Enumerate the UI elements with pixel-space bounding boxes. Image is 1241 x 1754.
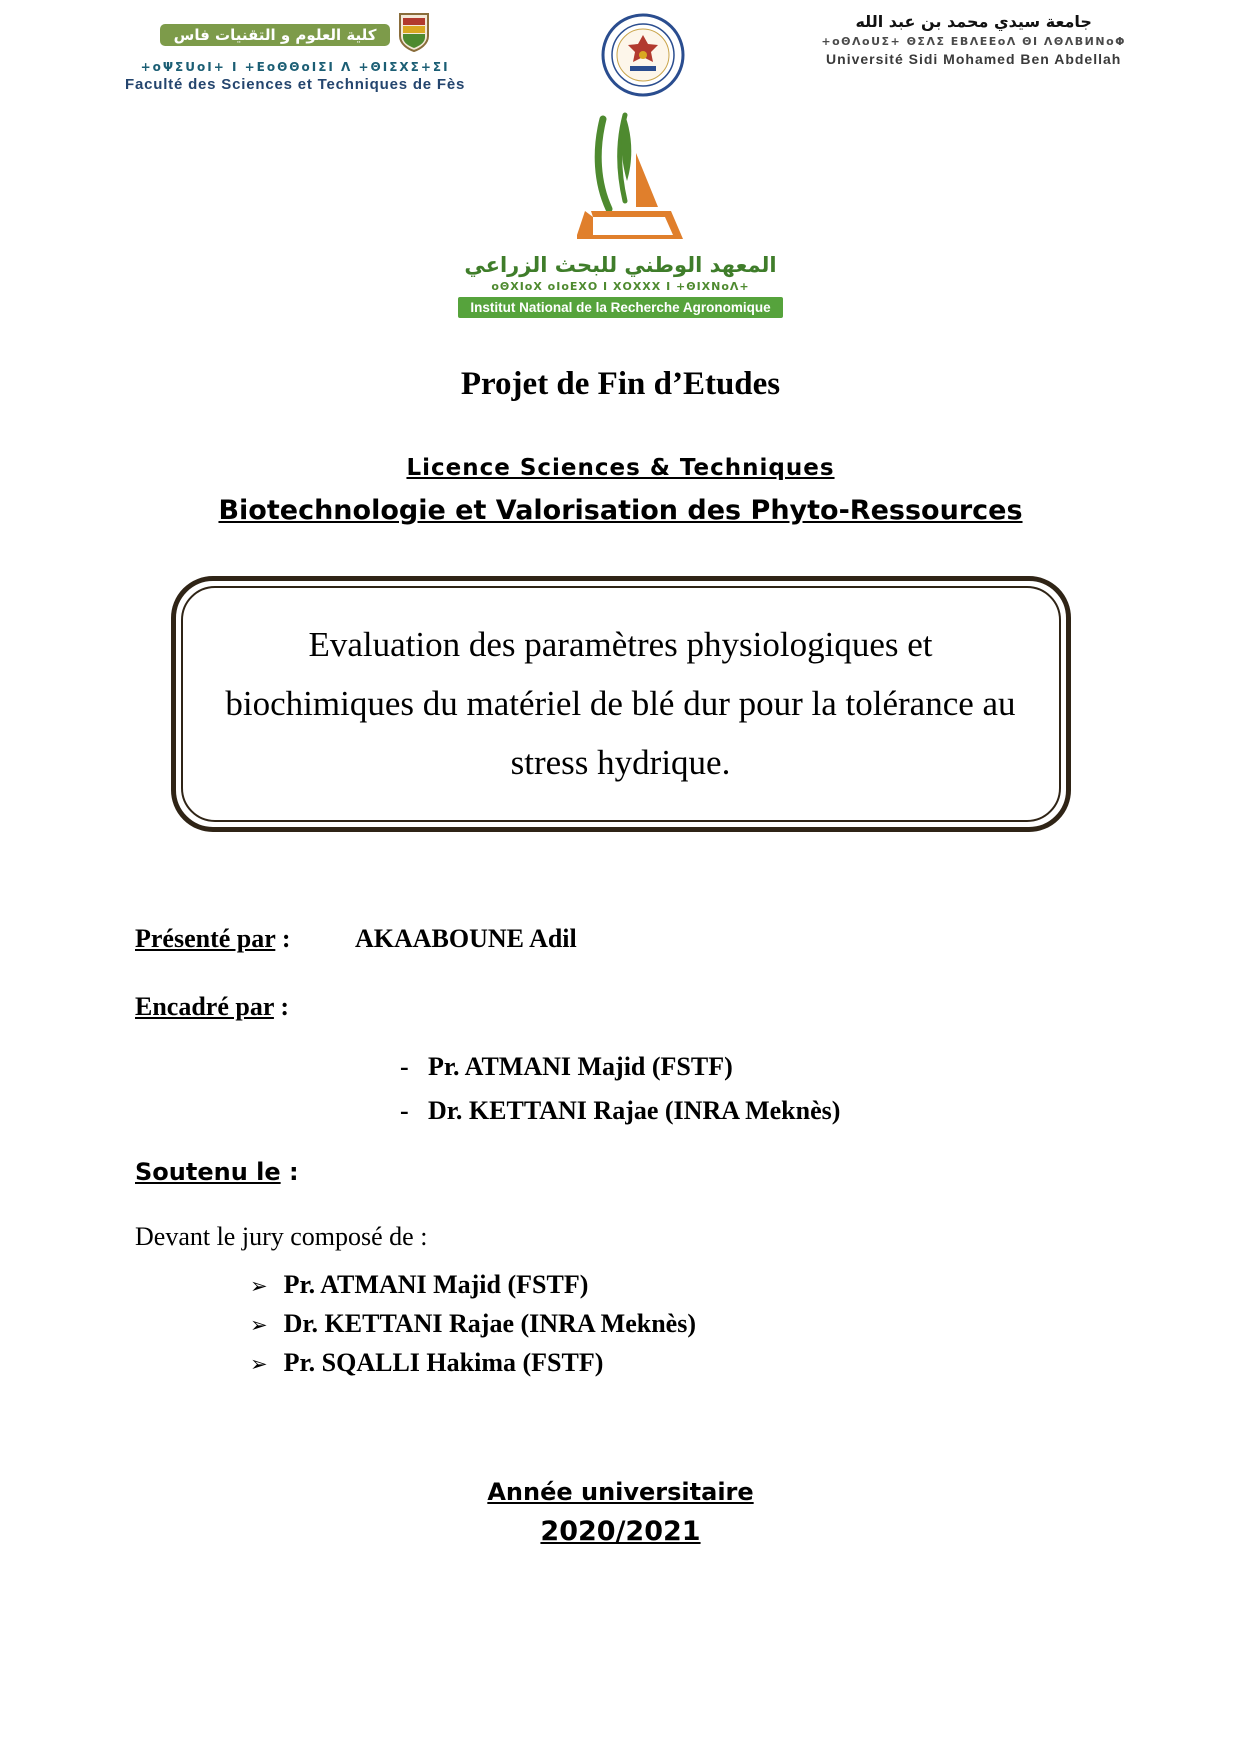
supervisor-name: Pr. ATMANI Majid (FSTF)	[428, 1052, 733, 1082]
fst-name: Faculté des Sciences et Techniques de Fès	[125, 76, 466, 93]
inra-arabic-title: المعهد الوطني للبحث الزراعي	[464, 253, 777, 277]
thesis-title: Evaluation des paramètres physiologiques et biochimiques du matériel de blé dur pour la tolérance au stress hydrique.	[225, 625, 1016, 782]
header	[0, 0, 1241, 103]
defended-on-label: Soutenu le	[135, 1158, 281, 1187]
program-title: Licence Sciences & Techniques	[406, 455, 835, 481]
presented-by-line	[135, 924, 1241, 954]
fst-crest-icon	[398, 12, 430, 57]
defended-on-colon: :	[289, 1158, 299, 1187]
jury-member-name: Pr. ATMANI Majid (FSTF)	[283, 1270, 589, 1300]
inra-name-banner: Institut National de la Recherche Agronomique	[458, 297, 782, 318]
jury-item	[250, 1348, 1241, 1378]
jury-member-name: Dr. KETTANI Rajae (INRA Meknès)	[283, 1309, 696, 1339]
dash-bullet: -	[400, 1096, 409, 1126]
usmba-arabic-title: جامعة سيدي محمد بن عبد الله	[855, 12, 1092, 31]
jury-item	[250, 1309, 1241, 1339]
inra-logo-icon	[0, 111, 1241, 251]
fst-logo-top	[125, 12, 465, 57]
thesis-title-box	[171, 576, 1071, 832]
arrow-bullet-icon: ➢	[250, 1352, 268, 1377]
jury-intro: Devant le jury composé de :	[135, 1222, 428, 1252]
jury-item	[250, 1270, 1241, 1300]
fst-logo-block	[125, 12, 465, 93]
fst-tifinagh-line: +oΨΣUoI+ I +ΕoΘΘoIΣI Λ +ΘΙΣΧΣ+ΣI	[140, 60, 450, 74]
supervisor-item	[400, 1052, 1241, 1082]
dash-bullet: -	[400, 1052, 409, 1082]
arrow-bullet-icon: ➢	[250, 1313, 268, 1338]
academic-year-block	[0, 1478, 1241, 1547]
supervised-by-colon: :	[280, 992, 290, 1022]
jury-list	[250, 1270, 1241, 1378]
author-name: AKAABOUNE Adil	[354, 924, 577, 954]
jury-member-name: Pr. SQALLI Hakima (FSTF)	[283, 1348, 604, 1378]
document-kind-title: Projet de Fin d’Etudes	[460, 366, 781, 402]
academic-year-label: Année universitaire	[487, 1478, 754, 1507]
usmba-logo-block	[821, 12, 1126, 67]
supervisor-list	[400, 1052, 1241, 1126]
supervised-by-line	[135, 992, 1241, 1022]
academic-year-value: 2020/2021	[540, 1516, 701, 1548]
fst-arabic-title: كلية العلوم و التقنيات فاس	[160, 24, 391, 46]
thesis-title-box-inner	[181, 586, 1061, 822]
speciality-title: Biotechnologie et Valorisation des Phyto-Ressources	[218, 495, 1023, 526]
arrow-bullet-icon: ➢	[250, 1274, 268, 1299]
usmba-name: Université Sidi Mohamed Ben Abdellah	[826, 51, 1122, 67]
inra-tifinagh-line: oΘΧIoΧ oIoΕΧΟ Ι ΧΟΧΧΧ Ι +ΘΙΧΝoΛ+	[491, 280, 750, 293]
presented-by-label: Présenté par	[135, 924, 276, 954]
inra-logo-block	[0, 111, 1241, 318]
university-seal-icon	[600, 12, 686, 103]
supervisor-item	[400, 1096, 1241, 1126]
defended-on-line	[135, 1158, 1241, 1186]
usmba-tifinagh-line: +oΘΛoUΣ+ ΘΣΛΣ ΕΒΛΕΕoΛ ΘΙ ΛΘΛΒИΝoΦ	[821, 35, 1126, 48]
presented-by-colon: :	[281, 924, 291, 954]
supervised-by-label: Encadré par	[135, 992, 274, 1022]
supervisor-name: Dr. KETTANI Rajae (INRA Meknès)	[428, 1096, 841, 1126]
